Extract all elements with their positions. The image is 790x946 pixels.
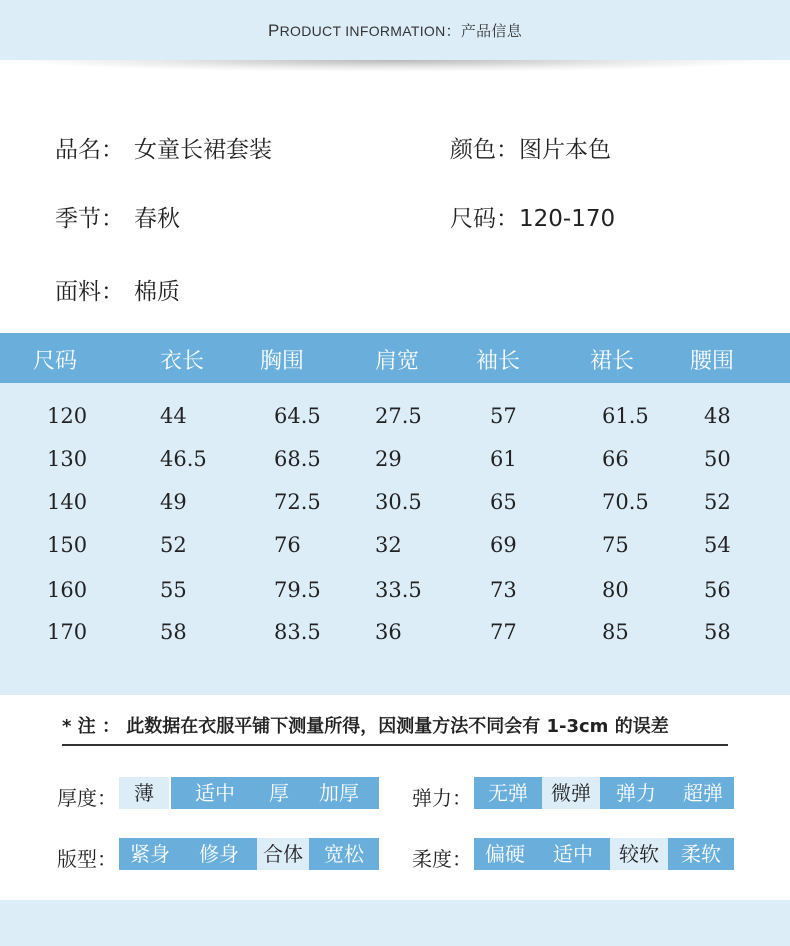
table-cell: 69 [490,533,517,557]
info-color-label: 颜色： [450,137,519,163]
table-cell: 44 [160,404,187,428]
column-header-size: 尺码 [33,349,78,374]
elasticity-option: 无弹 [474,777,542,809]
table-cell: 68.5 [274,447,321,471]
table-cell: 52 [704,490,731,514]
note-divider [62,744,728,746]
table-cell: 46.5 [160,447,207,471]
measurement-note: * 注 ： 此数据在衣服平铺下测量所得，因测量方法不同会有 1-3cm 的误差 [62,716,669,737]
info-material-label: 面料： [55,279,124,305]
table-cell: 64.5 [274,404,321,428]
softness-option: 柔软 [668,838,734,870]
column-header-skirt: 裙长 [590,349,635,374]
softness-option: 偏硬 [474,838,536,870]
table-cell: 50 [704,447,731,471]
fit-label: 版型： [57,847,117,871]
fit-option: 紧身 [119,838,181,870]
table-cell: 33.5 [375,578,422,602]
table-cell: 130 [47,447,88,471]
column-header-length: 衣长 [160,349,205,374]
table-cell: 79.5 [274,578,321,602]
table-cell: 75 [602,533,629,557]
table-cell: 30.5 [375,490,422,514]
thickness-option: 厚 [259,777,299,809]
size-table-body [0,383,790,695]
table-cell: 73 [490,578,517,602]
info-name-label: 品名： [55,137,124,163]
table-cell: 52 [160,533,187,557]
fit-option: 修身 [181,838,257,870]
elasticity-option: 微弹 [542,777,600,809]
table-cell: 29 [375,447,402,471]
softness-label: 柔度： [412,847,472,871]
table-cell: 150 [47,533,88,557]
thickness-option: 适中 [171,777,259,809]
softness-option: 适中 [536,838,610,870]
elasticity-option: 超弹 [672,777,734,809]
table-cell: 32 [375,533,402,557]
column-header-chest: 胸围 [260,349,305,374]
thickness-label: 厚度： [57,786,117,810]
table-cell: 170 [47,620,88,644]
info-size-label: 尺码： [450,206,519,232]
info-material [55,273,180,306]
footer-band [0,900,790,946]
info-size [450,200,615,233]
table-cell: 58 [160,620,187,644]
thickness-option: 加厚 [299,777,379,809]
table-cell: 83.5 [274,620,321,644]
column-header-sleeve: 袖长 [476,349,521,374]
table-cell: 70.5 [602,490,649,514]
title-en-initial: P [267,21,280,40]
table-cell: 65 [490,490,517,514]
info-season-label: 季节： [55,206,124,232]
table-cell: 55 [160,578,187,602]
fit-option: 合体 [257,838,309,870]
table-cell: 61.5 [602,404,649,428]
thickness-option: 薄 [119,777,169,809]
softness-option: 较软 [610,838,668,870]
table-cell: 76 [274,533,301,557]
table-cell: 61 [490,447,517,471]
table-cell: 140 [47,490,88,514]
fit-option: 宽松 [309,838,379,870]
title-en: RODUCT INFORMATION [279,23,446,39]
info-size-value: 120-170 [519,206,616,232]
table-cell: 36 [375,620,402,644]
table-cell: 120 [47,404,88,428]
table-cell: 72.5 [274,490,321,514]
info-color-value: 图片本色 [519,137,611,163]
table-cell: 27.5 [375,404,422,428]
info-name [55,131,272,164]
page-title [0,20,790,41]
elasticity-option: 弹力 [600,777,672,809]
column-header-shoulder: 肩宽 [375,349,420,374]
header-shadow [10,60,780,72]
column-header-waist: 腰围 [690,349,735,374]
table-cell: 85 [602,620,629,644]
table-cell: 49 [160,490,187,514]
table-cell: 48 [704,404,731,428]
info-material-value: 棉质 [134,279,180,305]
table-cell: 77 [490,620,517,644]
info-season [55,200,180,233]
info-name-value: 女童长裙套装 [134,137,272,163]
table-cell: 66 [602,447,629,471]
info-season-value: 春秋 [134,206,180,232]
info-color [450,131,611,164]
size-table-header [0,333,790,383]
title-cn: 产品信息 [460,22,523,40]
table-cell: 80 [602,578,629,602]
table-cell: 56 [704,578,731,602]
title-separator: ： [445,22,461,40]
table-cell: 58 [704,620,731,644]
table-cell: 54 [704,533,731,557]
table-cell: 57 [490,404,517,428]
elasticity-label: 弹力： [412,786,472,810]
table-cell: 160 [47,578,88,602]
